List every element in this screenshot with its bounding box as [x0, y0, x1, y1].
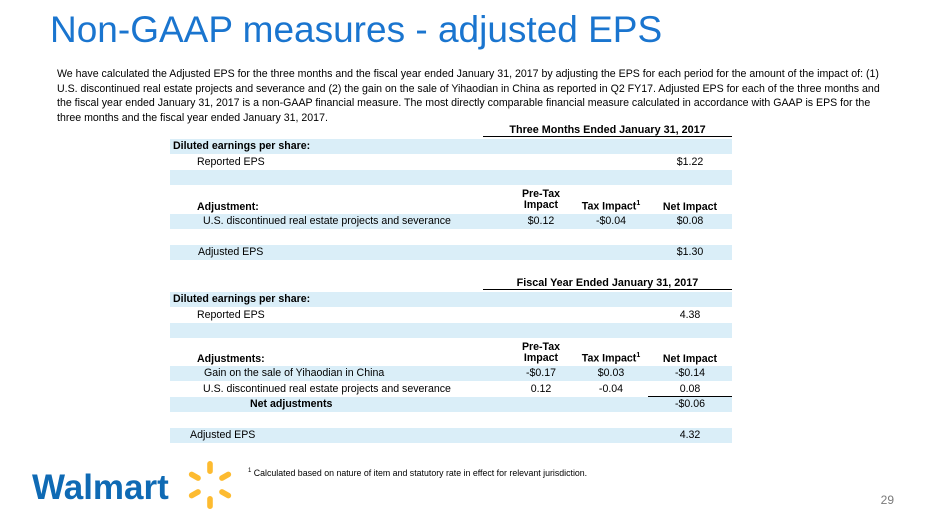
quarter-col-net: Net Impact	[662, 201, 718, 213]
year-period-header: Fiscal Year Ended January 31, 2017	[483, 277, 732, 290]
footnote-marker: 1	[248, 468, 252, 475]
quarter-item-label: U.S. discontinued real estate projects and severance	[203, 215, 451, 227]
year-col-net: Net Impact	[662, 353, 718, 365]
quarter-item-net: $0.08	[676, 215, 704, 227]
footnote-text: Calculated based on nature of item and statutory rate in effect for relevant jurisdiction.	[253, 468, 588, 478]
year-item-row	[170, 381, 732, 396]
year-item-net: 0.08	[679, 383, 701, 395]
quarter-adjusted-row	[170, 245, 732, 260]
quarter-item-pretax: $0.12	[527, 215, 555, 227]
year-column-header-row	[170, 339, 732, 366]
year-adjusted-value: 4.32	[679, 429, 701, 441]
net-impact-rule	[648, 396, 732, 397]
quarter-reported-label: Reported EPS	[197, 156, 265, 168]
quarter-adjustment-label: Adjustment:	[197, 201, 259, 213]
year-item-tax: $0.03	[597, 367, 625, 379]
year-spacer-row	[170, 323, 732, 338]
year-item-pretax: -$0.17	[525, 367, 557, 379]
walmart-logo	[32, 459, 242, 518]
quarter-item-row	[170, 214, 732, 229]
footnote	[248, 468, 587, 478]
year-item-net: -$0.14	[674, 367, 706, 379]
logo-wordmark: Walmart	[32, 468, 169, 507]
quarter-col-tax: Tax Impact$^1$	[581, 200, 641, 213]
year-adjustment-label: Adjustments:	[197, 353, 265, 365]
year-net-adjustments-label: Net adjustments	[250, 398, 333, 410]
year-adjusted-label: Adjusted EPS	[190, 429, 256, 441]
year-diluted-row	[170, 292, 732, 307]
year-item-tax: -0.04	[598, 383, 624, 395]
year-item-row	[170, 366, 732, 381]
quarter-column-header-row	[170, 186, 732, 214]
page-number: 29	[880, 493, 894, 507]
quarter-diluted-row	[170, 139, 732, 154]
quarter-item-tax: -$0.04	[595, 215, 627, 227]
quarter-adjusted-value: $1.30	[676, 246, 704, 258]
quarter-spacer-row	[170, 170, 732, 185]
year-diluted-label: Diluted earnings per share:	[173, 293, 311, 305]
year-col-tax: Tax Impact$^1$	[581, 352, 641, 365]
year-item-label: Gain on the sale of Yihaodian in China	[204, 367, 385, 379]
year-item-pretax: 0.12	[530, 383, 552, 395]
quarter-period-header: Three Months Ended January 31, 2017	[483, 124, 732, 137]
intro-paragraph: We have calculated the Adjusted EPS for the three months and the fiscal year ended January 31, 2017 by adjusting the EPS for each period for the amount of the impact of: (1) U.S. discontinued real estate projects and severance and (2) the gain on the sale of Yihaodian in China as reported in Q2 FY17. Adjusted EPS for each of the three months and the fiscal year ended January 31, 2017 is a non-GAAP financial measure. The most directly comparable financial measure calculated in accordance with GAAP is EPS for the three months and the fiscal year ended January 31, 2017.	[57, 68, 880, 124]
year-item-label: U.S. discontinued real estate projects and severance	[203, 383, 451, 395]
year-adjusted-row	[170, 428, 732, 443]
year-col-pretax: Pre-Tax Impact	[521, 341, 561, 364]
quarter-reported-row	[170, 154, 732, 170]
year-net-adjustments-row	[170, 397, 732, 412]
quarter-col-pretax: Pre-Tax Impact	[521, 188, 561, 211]
page-title: Non-GAAP measures - adjusted EPS	[50, 9, 663, 50]
quarter-diluted-label: Diluted earnings per share:	[173, 140, 311, 152]
year-net-adjustments-value: -$0.06	[674, 398, 706, 410]
year-reported-row	[170, 307, 732, 323]
quarter-reported-value: $1.22	[676, 156, 704, 168]
quarter-adjusted-label: Adjusted EPS	[198, 246, 264, 258]
spark-icon	[188, 461, 232, 509]
year-reported-value: 4.38	[679, 309, 701, 321]
year-reported-label: Reported EPS	[197, 309, 265, 321]
